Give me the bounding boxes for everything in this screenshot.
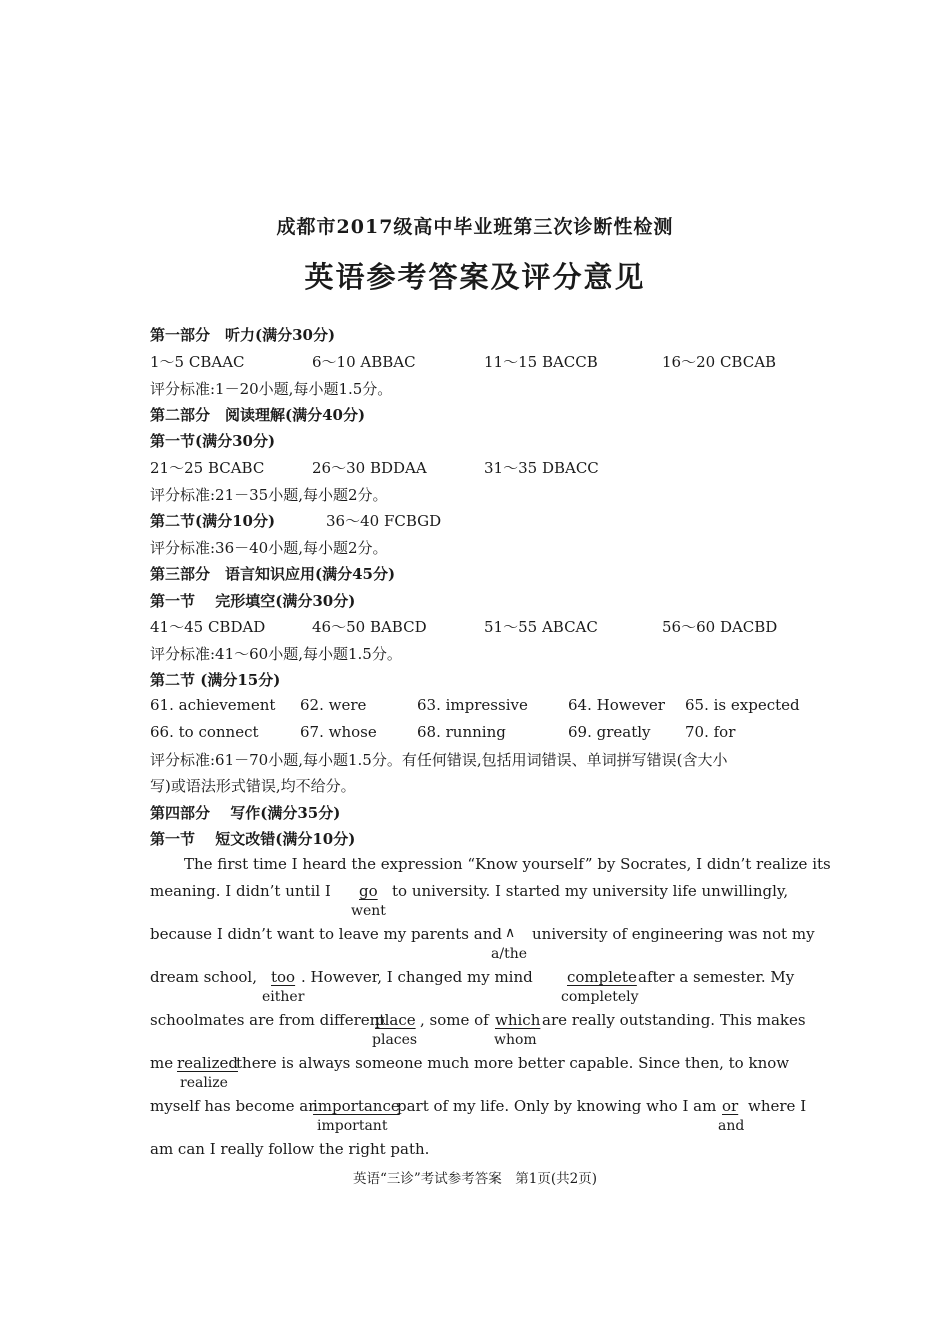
correction-completely: completely	[561, 989, 639, 1005]
error-word-too: too	[271, 968, 296, 986]
part3-section2-criteria-1: 评分标准:61－70小题,每小题1.5分。有任何错误,包括用词错误、单词拼写错误(含大小	[150, 751, 728, 769]
grammar-answer-67: 67. whose	[300, 723, 377, 741]
correction-places: places	[372, 1032, 418, 1048]
error-word-go: go	[359, 882, 378, 900]
passage-line-2b: to university. I started my university life unwillingly,	[392, 882, 789, 900]
part2-answer-3: 31～35 DBACC	[484, 459, 599, 477]
part3-answer-4: 56～60 DACBD	[662, 618, 778, 636]
part2-answer-2: 26～30 BDDAA	[312, 459, 427, 477]
passage-line-5b: , some of	[420, 1011, 489, 1029]
part3-section1-criteria: 评分标准:41～60小题,每小题1.5分。	[150, 645, 402, 663]
passage-line-4b: . However, I changed my mind	[301, 968, 533, 986]
part2-section1-criteria: 评分标准:21－35小题,每小题2分。	[150, 486, 388, 504]
error-word-place: place	[375, 1011, 416, 1029]
page-footer: 英语“三诊”考试参考答案 第1页(共2页)	[352, 1171, 597, 1187]
part1-answer-1: 1～5 CBAAC	[150, 353, 245, 371]
passage-line-3a: because I didn’t want to leave my parents and	[150, 925, 502, 943]
part3-answer-1: 41～45 CBDAD	[150, 618, 266, 636]
part1-answer-4: 16～20 CBCAB	[662, 353, 777, 371]
correction-realize: realize	[180, 1075, 228, 1091]
correction-went: went	[351, 903, 386, 919]
grammar-answer-70: 70. for	[685, 723, 736, 741]
correction-whom: whom	[494, 1032, 537, 1048]
error-word-complete: complete	[567, 968, 637, 986]
correction-either: either	[262, 989, 305, 1005]
part4-heading: 第四部分 写作(满分35分)	[150, 804, 341, 822]
part3-section2-criteria-2: 写)或语法形式错误,均不给分。	[150, 777, 356, 795]
passage-line-4c: after a semester. My	[638, 968, 795, 986]
passage-line-5a: schoolmates are from different	[150, 1011, 386, 1029]
passage-line-7c: where I	[748, 1097, 807, 1115]
grammar-answer-64: 64. However	[568, 696, 665, 714]
passage-line-7b: part of my life. Only by knowing who I am	[397, 1097, 717, 1115]
part3-answer-3: 51～55 ABCAC	[484, 618, 598, 636]
error-word-or: or	[722, 1097, 739, 1115]
error-word-which: which	[495, 1011, 541, 1029]
passage-line-6b: there is always someone much more better capable. Since then, to know	[236, 1054, 790, 1072]
grammar-answer-61: 61. achievement	[150, 696, 276, 714]
part3-heading: 第三部分 语言知识应用(满分45分)	[150, 565, 396, 583]
correction-and: and	[718, 1118, 745, 1134]
grammar-answer-66: 66. to connect	[150, 723, 259, 741]
part3-section1-heading: 第一节 完形填空(满分30分)	[150, 592, 356, 610]
part2-section2-criteria: 评分标准:36－40小题,每小题2分。	[150, 539, 388, 557]
passage-line-8: am can I really follow the right path.	[150, 1140, 430, 1158]
part3-answer-2: 46～50 BABCD	[312, 618, 427, 636]
part3-section2-heading: 第二节 (满分15分)	[150, 671, 281, 689]
grammar-answer-68: 68. running	[417, 723, 506, 741]
part2-heading: 第二部分 阅读理解(满分40分)	[150, 406, 366, 424]
part1-criteria: 评分标准:1－20小题,每小题1.5分。	[150, 380, 393, 398]
document-subtitle: 英语参考答案及评分意见	[304, 260, 646, 294]
passage-line-4a: dream school,	[150, 968, 257, 986]
correction-a-the: a/the	[491, 946, 527, 962]
grammar-answer-65: 65. is expected	[685, 696, 800, 714]
grammar-answer-62: 62. were	[300, 696, 367, 714]
passage-line-5c: are really outstanding. This makes	[542, 1011, 806, 1029]
part1-heading: 第一部分 听力(满分30分)	[150, 326, 336, 344]
part2-section2-answer: 36～40 FCBGD	[326, 512, 442, 530]
grammar-answer-63: 63. impressive	[417, 696, 528, 714]
passage-line-1: The first time I heard the expression “Know yourself” by Socrates, I didn’t realize its	[184, 855, 831, 873]
document-title: 成都市2017级高中毕业班第三次诊断性检测	[276, 216, 674, 238]
insertion-caret: ∧	[505, 925, 516, 941]
error-word-importance: importance	[313, 1097, 400, 1115]
error-word-realized: realized	[177, 1054, 238, 1072]
part2-answer-1: 21～25 BCABC	[150, 459, 265, 477]
grammar-answer-69: 69. greatly	[568, 723, 651, 741]
passage-line-6a: me	[150, 1054, 174, 1072]
part1-answer-3: 11～15 BACCB	[484, 353, 598, 371]
part2-section1-heading: 第一节(满分30分)	[150, 432, 276, 450]
part4-section1-heading: 第一节 短文改错(满分10分)	[150, 830, 356, 848]
passage-line-3b: university of engineering was not my	[532, 925, 815, 943]
passage-line-7a: myself has become an	[150, 1097, 318, 1115]
part1-answer-2: 6～10 ABBAC	[312, 353, 416, 371]
passage-line-2a: meaning. I didn’t until I	[150, 882, 331, 900]
correction-important: important	[317, 1118, 388, 1134]
part2-section2-heading: 第二节(满分10分)	[150, 512, 276, 530]
